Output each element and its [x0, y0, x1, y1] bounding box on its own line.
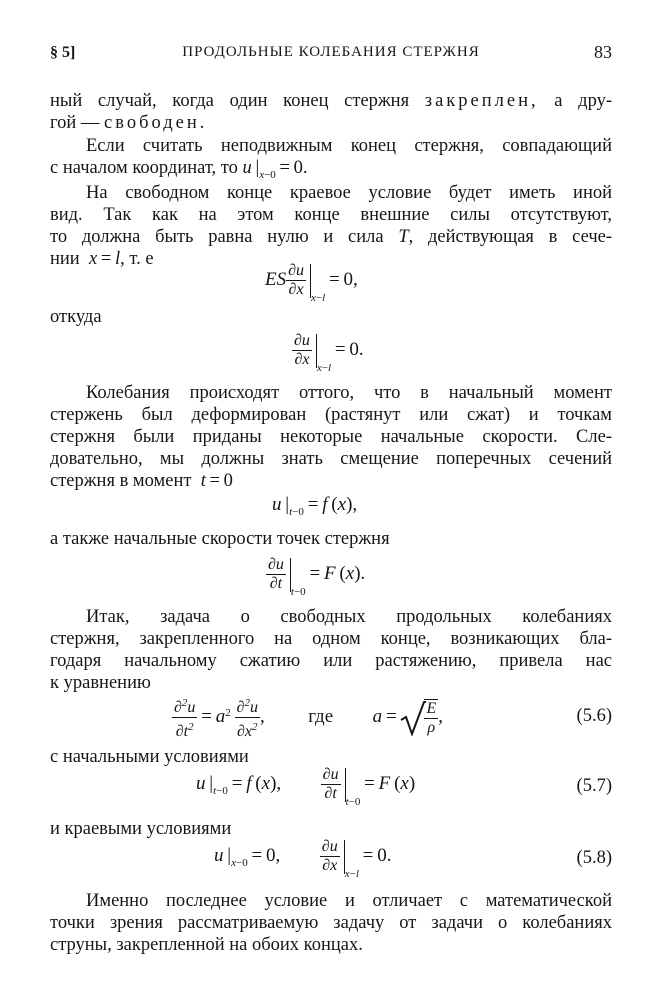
text-line: с начальными условиями: [50, 747, 249, 767]
page-number: 83: [594, 42, 612, 62]
text-line: ный случай, когда один конец стержня закреплен, а дру-: [50, 91, 612, 111]
text-line: Колебания происходят оттого, что в начальный момент: [86, 383, 612, 403]
where-word: где: [308, 705, 334, 727]
section-marker: § 5]: [50, 44, 76, 61]
equation-number: (5.6): [576, 706, 612, 726]
initial-displacement-formula: u $|_{t-0} = f$ (x),: [272, 494, 358, 518]
text-line: стержня, закрепленного на одном конце, возникающих бла-: [50, 629, 612, 649]
equation-number: (5.7): [576, 776, 612, 796]
text-line: точки зрения рассматриваемую задачу от задачи о колебаниях: [50, 913, 612, 933]
text-line: нии x = l, т. е: [50, 249, 154, 269]
text-line: то должна быть равна нулю и сила T, действующая в сече-: [50, 227, 613, 247]
boundary-formula-derivative: $\frac{\partial u}{\partial x}$ $_{x-l}$ = 0.: [294, 332, 364, 374]
text-line: струны, закрепленной на обоих концах.: [50, 935, 363, 955]
initial-velocity-formula: $\frac{\partial u}{\partial t}$ $_{t-0}$ = F (x).: [268, 556, 366, 598]
text-line: стержень был деформирован (растянут или сжат) и точкам: [50, 405, 612, 425]
initial-conditions: u $|_{t-0} = f$ (x), $\frac{\partial u}{\partial t}$ $_{t-0}$ = F (x): [196, 766, 416, 808]
text-line: довательно, мы должны знать смещение поперечных сечений: [50, 449, 612, 469]
equation-number: (5.8): [576, 848, 612, 868]
text-line: Если считать неподвижным конец стержня, совпадающий: [86, 136, 612, 156]
text-line: с началом координат, то u $|_{x-0} = 0$.: [50, 158, 308, 181]
sqrt-sign: [400, 700, 426, 736]
text-line: годаря начальному сжатию или растяжению, привела нас: [50, 651, 612, 671]
boundary-conditions: u $|_{x-0} = 0$, $\frac{\partial u}{\partial x}$ $_{x-l}$ = 0.: [214, 838, 392, 880]
text-line: стержня были приданы некоторые начальные скорости. Сле-: [50, 427, 612, 447]
wave-equation: $\frac{\partial^2u}{\partial t^2}$ = $a^2$ $\frac{\partial^2u}{\partial x^2}$ , где a = $\frac{E}{\rho}$ ,: [174, 697, 444, 740]
emphasis-word: свободен.: [104, 113, 208, 133]
text-line: На свободном конце краевое условие будет иметь иной: [86, 183, 612, 203]
text-line: откуда: [50, 307, 102, 327]
text-line: Итак, задача о свободных продольных колебаниях: [86, 607, 612, 627]
emphasis-word: закреплен,: [424, 91, 539, 111]
text-line: а также начальные скорости точек стержня: [50, 529, 390, 549]
text-line: вид. Так как на этом конце внешние силы отсутствуют,: [50, 205, 612, 225]
text-line: стержня в момент t = 0: [50, 471, 233, 491]
text-line: и краевыми условиями: [50, 819, 232, 839]
boundary-formula-force: ES $\frac{\partial u}{\partial x}$ $_{x-l}$ = 0,: [265, 262, 358, 304]
text-line: к уравнению: [50, 673, 151, 693]
running-title: ПРОДОЛЬНЫЕ КОЛЕБАНИЯ СТЕРЖНЯ: [182, 44, 480, 60]
running-header: [50, 44, 612, 66]
text-line: Именно последнее условие и отличает с математической: [86, 891, 612, 911]
inline-formula: u $|_{x-0} = 0$.: [242, 158, 308, 181]
text-line: гой — свободен.: [50, 113, 208, 133]
